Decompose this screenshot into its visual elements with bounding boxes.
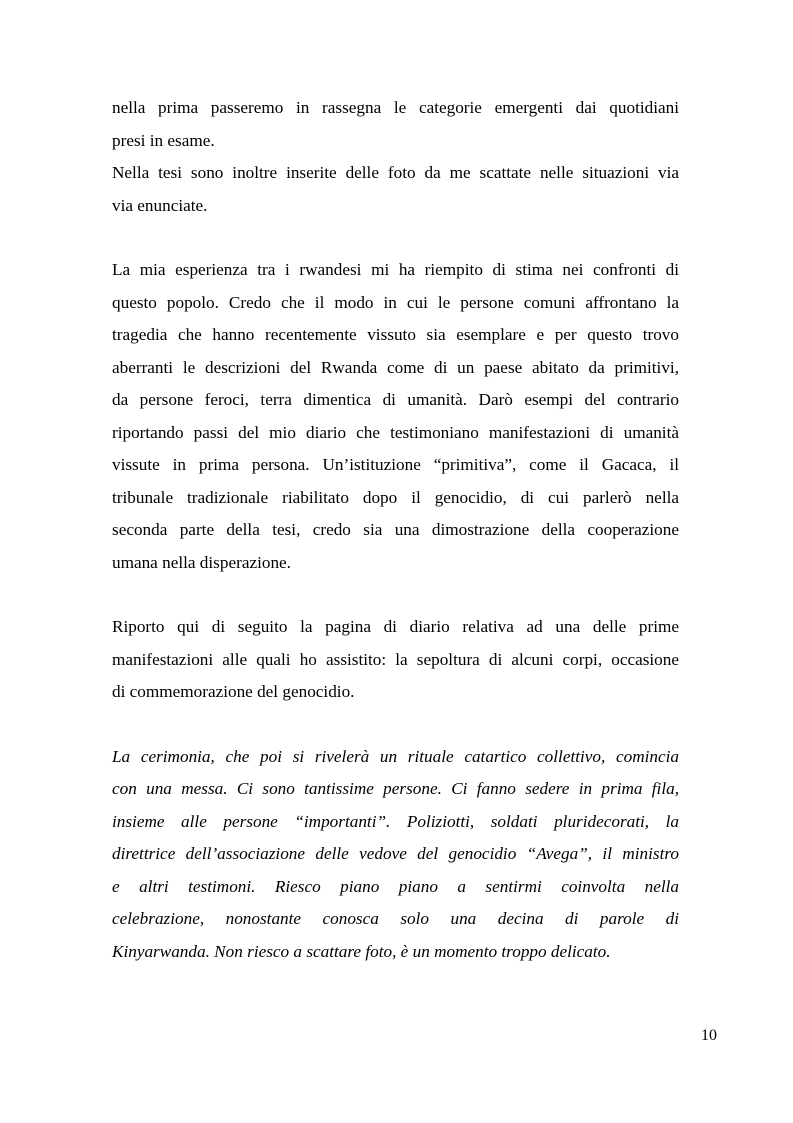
text-line: Nella tesi sono inoltre inserite delle foto da me scattate nelle situazioni via	[112, 163, 679, 182]
text-line: con una messa. Ci sono tantissime persone. Ci fanno sedere in prima fila,	[112, 779, 679, 798]
paragraph-diary-intro	[112, 611, 679, 709]
text-line: Riporto qui di seguito la pagina di diario relativa ad una delle prime	[112, 617, 679, 636]
paragraph-photos	[112, 157, 679, 222]
paragraph-categories	[112, 92, 679, 157]
paragraph-experience	[112, 254, 679, 579]
document-body	[112, 92, 679, 968]
text-line: La cerimonia, che poi si rivelerà un rituale catartico collettivo, comincia	[112, 746, 679, 766]
paragraph-spacer	[112, 709, 679, 741]
text-line: vissute in prima persona. Un’istituzione “primitiva”, come il Gacaca, il	[112, 455, 679, 474]
paragraph-spacer	[112, 222, 679, 254]
text-line: questo popolo. Credo che il modo in cui le persone comuni affrontano la	[112, 292, 679, 312]
text-line: di commemorazione del genocidio.	[112, 682, 355, 701]
text-line: tribunale tradizionale riabilitato dopo il genocidio, di cui parlerò nella	[112, 487, 679, 507]
text-line: direttrice dell’associazione delle vedove del genocidio “Avega”, il ministro	[112, 844, 679, 863]
text-line: e altri testimoni. Riesco piano piano a sentirmi coinvolta nella	[112, 876, 679, 896]
text-line: manifestazioni alle quali ho assistito: la sepoltura di alcuni corpi, occasione	[112, 649, 679, 669]
paragraph-spacer	[112, 579, 679, 611]
text-line: aberranti le descrizioni del Rwanda come di un paese abitato da primitivi,	[112, 357, 679, 377]
text-line: presi in esame.	[112, 130, 215, 150]
text-line: seconda parte della tesi, credo sia una dimostrazione della cooperazione	[112, 520, 679, 539]
paragraph-diary-quote	[112, 741, 679, 969]
text-line: insieme alle persone “importanti”. Poliziotti, soldati pluridecorati, la	[112, 811, 679, 831]
page-number: 10	[701, 1027, 717, 1044]
text-line: riportando passi del mio diario che testimoniano manifestazioni di umanità	[112, 422, 679, 442]
text-line: La mia esperienza tra i rwandesi mi ha riempito di stima nei confronti di	[112, 260, 679, 279]
text-line: umana nella disperazione.	[112, 552, 291, 572]
text-line: tragedia che hanno recentemente vissuto sia esemplare e per questo trovo	[112, 325, 679, 344]
text-line: da persone feroci, terra dimentica di umanità. Darò esempi del contrario	[112, 390, 679, 409]
text-line: nella prima passeremo in rassegna le categorie emergenti dai quotidiani	[112, 98, 679, 117]
text-line: Kinyarwanda. Non riesco a scattare foto, è un momento troppo delicato.	[112, 941, 611, 961]
text-line: via enunciate.	[112, 195, 208, 215]
text-line: celebrazione, nonostante conosca solo una decina di parole di	[112, 909, 679, 928]
